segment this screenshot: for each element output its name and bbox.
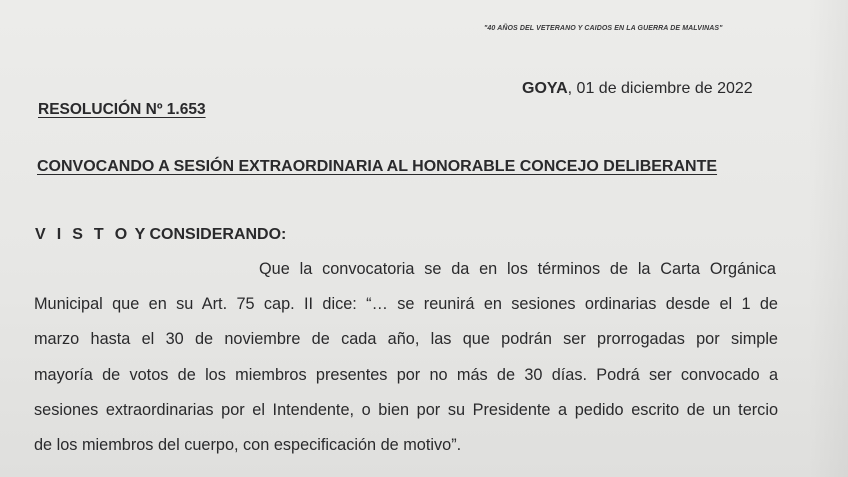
date-line — [522, 80, 753, 98]
body-line: marzo hasta el 30 de noviembre de cada año, las que podrán ser prorrogadas por simple — [34, 330, 778, 348]
date-city: GOYA — [522, 80, 568, 97]
heading-considerando: Y CONSIDERANDO: — [130, 226, 287, 243]
considerations-heading — [35, 226, 286, 244]
resolution-title: RESOLUCIÓN Nº 1.653 — [38, 101, 206, 118]
body-line: sesiones extraordinarias por el Intendente, o bien por su Presidente a pedido escrito de un tercio — [34, 401, 778, 419]
body-line: Municipal que en su Art. 75 cap. II dice: “… se reunirá en sesiones ordinarias desde el 1 de — [34, 295, 778, 313]
date-text: , 01 de diciembre de 2022 — [567, 80, 753, 97]
body-line: mayoría de votos de los miembros presentes por no más de 30 días. Podrá ser convocado a — [34, 366, 778, 384]
heading-visto: V I S T O — [35, 226, 131, 243]
header-motto: "40 AÑOS DEL VETERANO Y CAIDOS EN LA GUERRA DE MALVINAS" — [484, 25, 723, 32]
body-line: Que la convocatoria se da en los términos de la Carta Orgánica — [259, 260, 776, 278]
resolution-subject: CONVOCANDO A SESIÓN EXTRAORDINARIA AL HONORABLE CONCEJO DELIBERANTE — [37, 158, 718, 175]
scan-shadow — [808, 0, 848, 477]
body-line: de los miembros del cuerpo, con especificación de motivo”. — [34, 436, 462, 454]
